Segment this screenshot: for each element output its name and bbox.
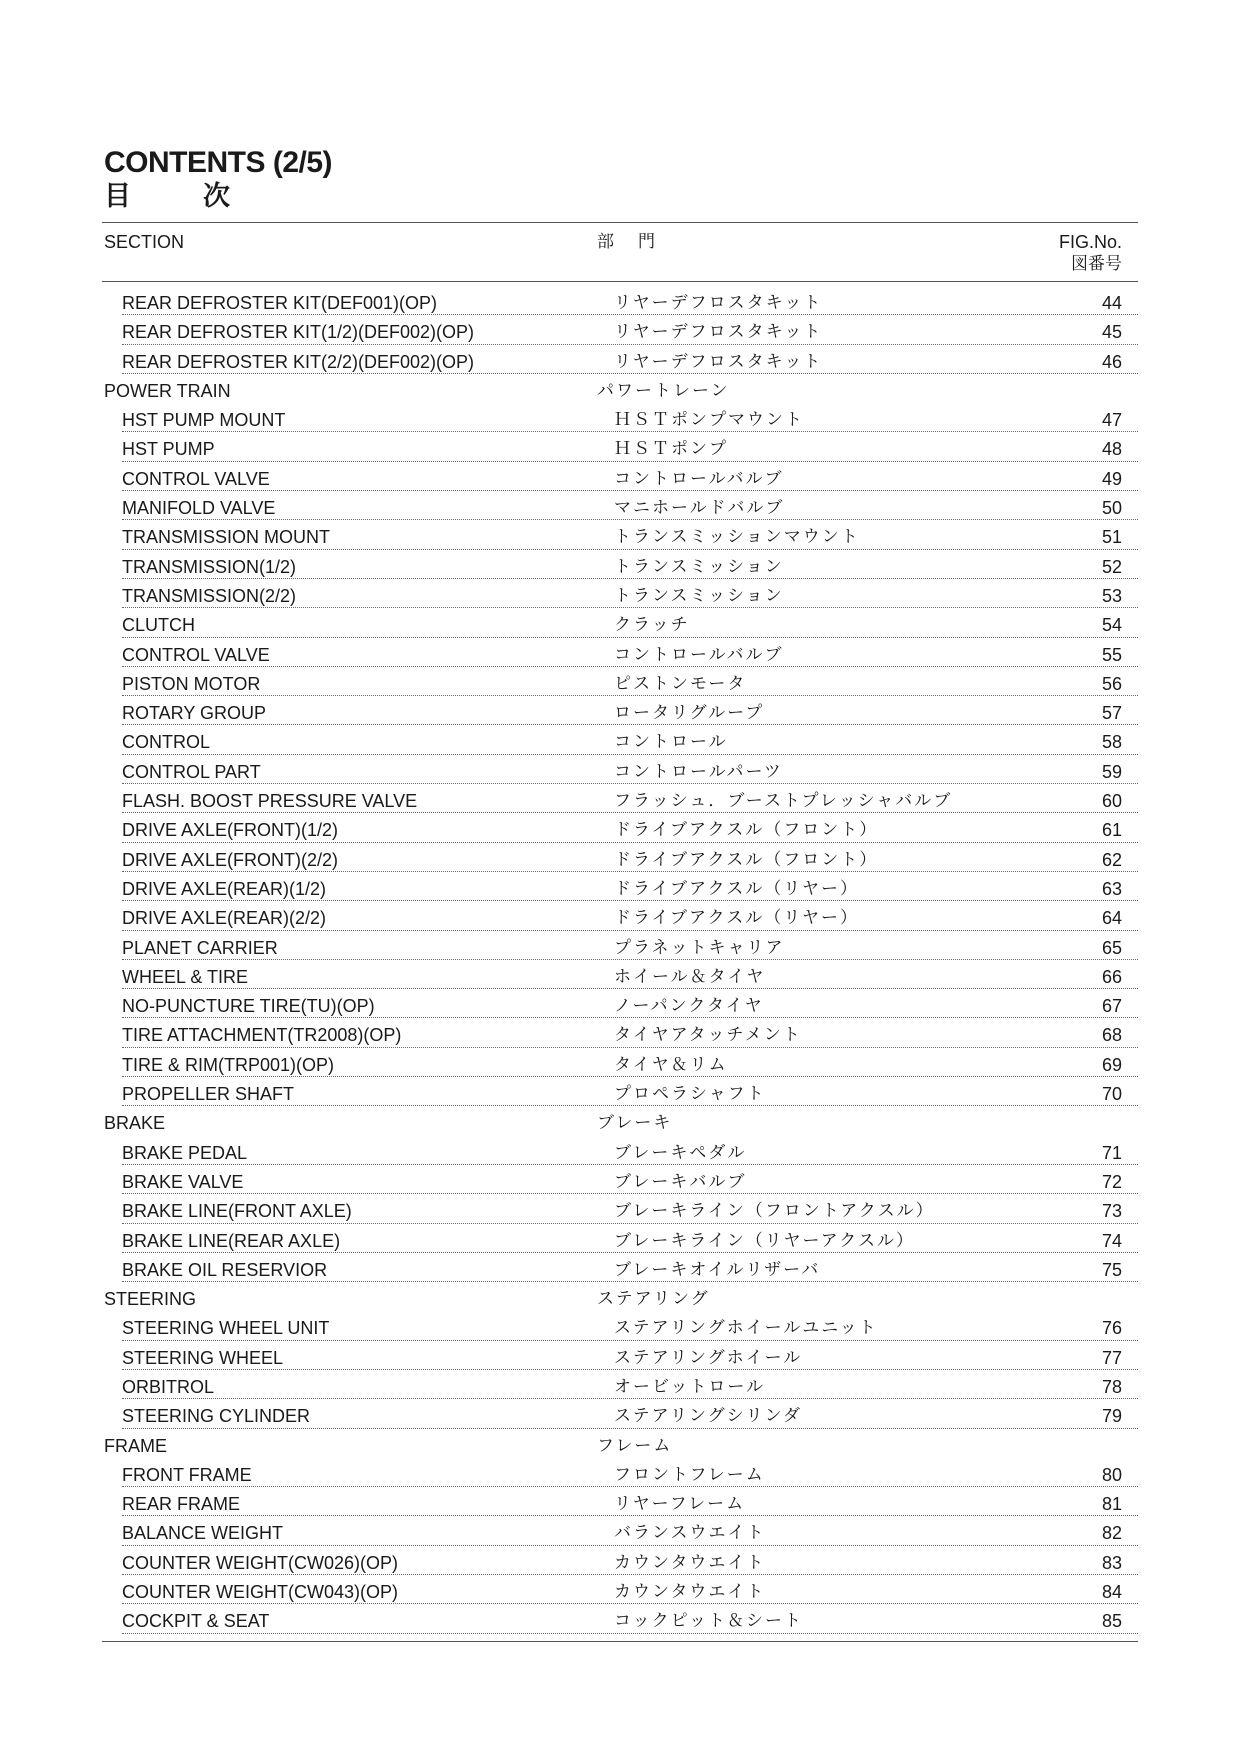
contents-row [0,1313,1240,1342]
item-title-ja: クラッチ [614,615,690,636]
fig-number: 57 [1101,703,1122,724]
fig-number: 64 [1101,908,1122,929]
header-top-rule [102,222,1138,223]
section-heading-row [0,1431,1240,1460]
contents-row [0,845,1240,874]
item-title-en: HST PUMP MOUNT [122,410,286,431]
item-title-en: CONTROL [122,732,211,753]
item-title-en: PISTON MOTOR [122,673,261,694]
item-title-ja: プロペラシャフト [614,1084,766,1105]
item-title-en: PLANET CARRIER [122,937,278,958]
contents-row [0,1343,1240,1372]
section-title-en: STEERING [104,1289,197,1310]
item-title-ja: ＨＳＴポンプマウント [614,410,804,431]
column-header-fig-ja: 図番号 [1071,254,1122,274]
item-title-en: COCKPIT & SEAT [122,1611,270,1632]
item-title-en: TRANSMISSION MOUNT [122,527,331,548]
fig-number: 50 [1101,498,1122,519]
section-title-en: FRAME [104,1435,167,1456]
item-title-ja: リヤーデフロスタキット [614,293,823,313]
fig-number: 77 [1101,1347,1122,1368]
contents-row [0,405,1240,434]
item-title-ja: ドライブアクスル（リヤー） [614,878,859,899]
item-title-en: BRAKE VALVE [122,1171,244,1192]
item-title-en: FLASH. BOOST PRESSURE VALVE [122,791,418,812]
fig-number: 48 [1101,439,1122,460]
item-title-ja: ピストンモータ [614,673,747,694]
fig-number: 81 [1101,1494,1122,1515]
section-heading-row [0,1108,1240,1137]
column-header-fig [1059,231,1122,275]
fig-number: 61 [1101,820,1122,841]
fig-number: 63 [1101,878,1122,899]
item-title-ja: ブレーキバルブ [614,1171,747,1192]
fig-number: 54 [1101,615,1122,636]
page-title-ja: 目次 [104,181,302,212]
fig-number: 76 [1101,1318,1122,1339]
contents-row [0,1460,1240,1489]
item-title-en: REAR DEFROSTER KIT(2/2)(DEF002)(OP) [122,351,475,372]
item-title-ja: ＨＳＴポンプ [614,439,728,460]
contents-row [0,1196,1240,1225]
item-title-en: TRANSMISSION(2/2) [122,585,297,606]
contents-row [0,1050,1240,1079]
contents-row [0,552,1240,581]
item-title-ja: ロータリグループ [614,703,765,724]
item-title-en: DRIVE AXLE(FRONT)(2/2) [122,849,339,870]
item-title-ja: ステアリングホイール [614,1347,803,1368]
item-title-en: STEERING WHEEL UNIT [122,1318,330,1339]
fig-number: 49 [1101,468,1122,489]
contents-list [0,288,1240,1636]
item-title-ja: コントロール [614,732,728,753]
item-title-ja: タイヤアタッチメント [614,1025,802,1046]
contents-row [0,434,1240,463]
item-title-ja: コントロールバルブ [614,468,784,489]
fig-number: 53 [1101,585,1122,606]
item-title-en: REAR DEFROSTER KIT(1/2)(DEF002)(OP) [122,322,475,343]
fig-number: 44 [1101,293,1122,313]
item-title-ja: カウンタウエイト [614,1552,766,1573]
fig-number: 51 [1101,527,1122,548]
item-title-ja: ブレーキライン（リヤーアクスル） [614,1230,915,1251]
item-title-en: ROTARY GROUP [122,703,267,724]
fig-number: 45 [1101,322,1122,343]
item-title-en: CONTROL VALVE [122,644,270,665]
item-title-en: HST PUMP [122,439,215,460]
item-title-ja: マニホールドバルブ [614,498,785,519]
contents-row [0,1079,1240,1108]
section-title-en: POWER TRAIN [104,380,231,401]
contents-row [0,1138,1240,1167]
item-title-ja: トランスミッション [614,556,784,577]
item-title-en: BRAKE PEDAL [122,1142,248,1163]
item-title-ja: ノーパンクタイヤ [614,996,764,1017]
item-title-en: FRONT FRAME [122,1464,252,1485]
contents-row [0,640,1240,669]
fig-number: 60 [1101,791,1122,812]
item-title-en: DRIVE AXLE(FRONT)(1/2) [122,820,339,841]
item-title-ja: リヤーフレーム [614,1494,746,1515]
fig-number: 78 [1101,1376,1122,1397]
item-title-en: PROPELLER SHAFT [122,1084,295,1105]
fig-number: 59 [1101,761,1122,782]
fig-number: 82 [1101,1523,1122,1544]
item-title-ja: コックピット＆シート [614,1611,803,1632]
item-title-ja: オービットロール [614,1376,765,1397]
item-title-ja: ドライブアクスル（フロント） [614,849,879,870]
contents-row [0,493,1240,522]
fig-number: 72 [1101,1171,1122,1192]
fig-number: 85 [1101,1611,1122,1632]
contents-row [0,962,1240,991]
contents-row [0,757,1240,786]
contents-row [0,1577,1240,1606]
contents-row [0,669,1240,698]
item-title-ja: ホイール＆タイヤ [614,966,766,987]
contents-row [0,610,1240,639]
item-title-en: TIRE & RIM(TRP001)(OP) [122,1054,335,1075]
fig-number: 67 [1101,996,1122,1017]
item-title-en: CONTROL VALVE [122,468,270,489]
item-title-en: BALANCE WEIGHT [122,1523,284,1544]
item-title-ja: ステアリングホイールユニット [614,1318,878,1339]
fig-number: 66 [1101,966,1122,987]
contents-row [0,1372,1240,1401]
item-title-en: COUNTER WEIGHT(CW026)(OP) [122,1552,398,1573]
contents-row [0,991,1240,1020]
item-title-en: CLUTCH [122,615,196,636]
item-title-en: BRAKE LINE(FRONT AXLE) [122,1201,352,1222]
item-title-ja: ブレーキライン（フロントアクスル） [614,1201,935,1222]
item-title-en: STEERING WHEEL [122,1347,284,1368]
fig-number: 58 [1101,732,1122,753]
fig-number: 69 [1101,1054,1122,1075]
fig-number: 56 [1101,673,1122,694]
item-title-en: NO-PUNCTURE TIRE(TU)(OP) [122,996,375,1017]
fig-number: 68 [1101,1025,1122,1046]
item-title-en: BRAKE OIL RESERVIOR [122,1259,328,1280]
contents-row [0,581,1240,610]
item-title-ja: フロントフレーム [614,1464,765,1485]
item-title-ja: ドライブアクスル（リヤー） [614,908,859,929]
fig-number: 79 [1101,1406,1122,1427]
item-title-en: REAR FRAME [122,1494,241,1515]
fig-number: 65 [1101,937,1122,958]
item-title-ja: ステアリングシリンダ [614,1406,802,1427]
fig-number: 55 [1101,644,1122,665]
contents-row [0,522,1240,551]
item-title-en: CONTROL PART [122,761,261,782]
footer-rule [102,1641,1138,1642]
item-title-ja: コントロールバルブ [614,644,784,665]
header-bottom-rule [102,281,1138,282]
item-title-en: COUNTER WEIGHT(CW043)(OP) [122,1582,398,1603]
contents-row [0,1020,1240,1049]
section-title-ja: ブレーキ [597,1113,673,1134]
section-heading-row [0,376,1240,405]
item-title-ja: ブレーキペダル [614,1142,747,1163]
item-title-en: DRIVE AXLE(REAR)(1/2) [122,878,327,899]
contents-row [0,1518,1240,1547]
fig-number: 47 [1101,410,1122,431]
item-title-ja: カウンタウエイト [614,1582,766,1603]
column-header-section: SECTION [104,232,185,252]
item-title-ja: タイヤ＆リム [614,1054,728,1075]
section-title-ja: ステアリング [597,1289,710,1310]
fig-number: 46 [1101,351,1122,372]
fig-number: 84 [1101,1582,1122,1603]
fig-number: 80 [1101,1464,1122,1485]
section-title-en: BRAKE [104,1113,166,1134]
item-title-ja: トランスミッションマウント [614,527,860,548]
contents-row [0,1606,1240,1635]
page-title: CONTENTS (2/5) [104,146,333,179]
item-title-en: DRIVE AXLE(REAR)(2/2) [122,908,327,929]
fig-number: 62 [1101,849,1122,870]
column-header-fig-en: FIG.No. [1058,232,1122,252]
contents-row [0,815,1240,844]
item-title-ja: リヤーデフロスタキット [614,351,823,372]
contents-row [0,1255,1240,1284]
contents-row [0,464,1240,493]
section-heading-row [0,1284,1240,1313]
item-title-ja: バランスウエイト [614,1523,766,1544]
contents-row [0,347,1240,376]
item-title-ja: リヤーデフロスタキット [614,322,823,343]
contents-row [0,933,1240,962]
item-title-ja: ブレーキオイルリザーバ [614,1259,821,1280]
contents-row [0,1489,1240,1518]
fig-number: 83 [1101,1552,1122,1573]
item-title-en: STEERING CYLINDER [122,1406,311,1427]
item-title-ja: フラッシュ．ブーストプレッシャバルブ [614,791,953,812]
fig-number: 74 [1101,1230,1122,1251]
item-title-ja: プラネットキャリア [614,937,785,958]
fig-number: 73 [1101,1201,1122,1222]
item-title-ja: トランスミッション [614,585,784,606]
contents-row [0,317,1240,346]
fig-number: 71 [1101,1142,1122,1163]
contents-row [0,288,1240,317]
contents-row [0,1226,1240,1255]
contents-row [0,727,1240,756]
item-title-ja: コントロールパーツ [614,761,783,782]
contents-row [0,698,1240,727]
item-title-en: TIRE ATTACHMENT(TR2008)(OP) [122,1025,402,1046]
contents-row [0,1401,1240,1430]
contents-row [0,903,1240,932]
column-header-bumon: 部門 [597,232,679,252]
item-title-en: TRANSMISSION(1/2) [122,556,297,577]
fig-number: 70 [1101,1084,1122,1105]
item-title-en: ORBITROL [122,1376,215,1397]
item-title-en: REAR DEFROSTER KIT(DEF001)(OP) [122,293,438,313]
contents-row [0,786,1240,815]
fig-number: 75 [1101,1259,1122,1280]
item-title-ja: ドライブアクスル（フロント） [614,820,879,841]
item-title-en: BRAKE LINE(REAR AXLE) [122,1230,341,1251]
contents-row [0,1167,1240,1196]
fig-number: 52 [1101,556,1122,577]
item-title-en: WHEEL & TIRE [122,966,249,987]
contents-row [0,874,1240,903]
contents-row [0,1548,1240,1577]
section-title-ja: フレーム [597,1435,673,1456]
item-title-en: MANIFOLD VALVE [122,498,276,519]
section-title-ja: パワートレーン [597,380,730,401]
